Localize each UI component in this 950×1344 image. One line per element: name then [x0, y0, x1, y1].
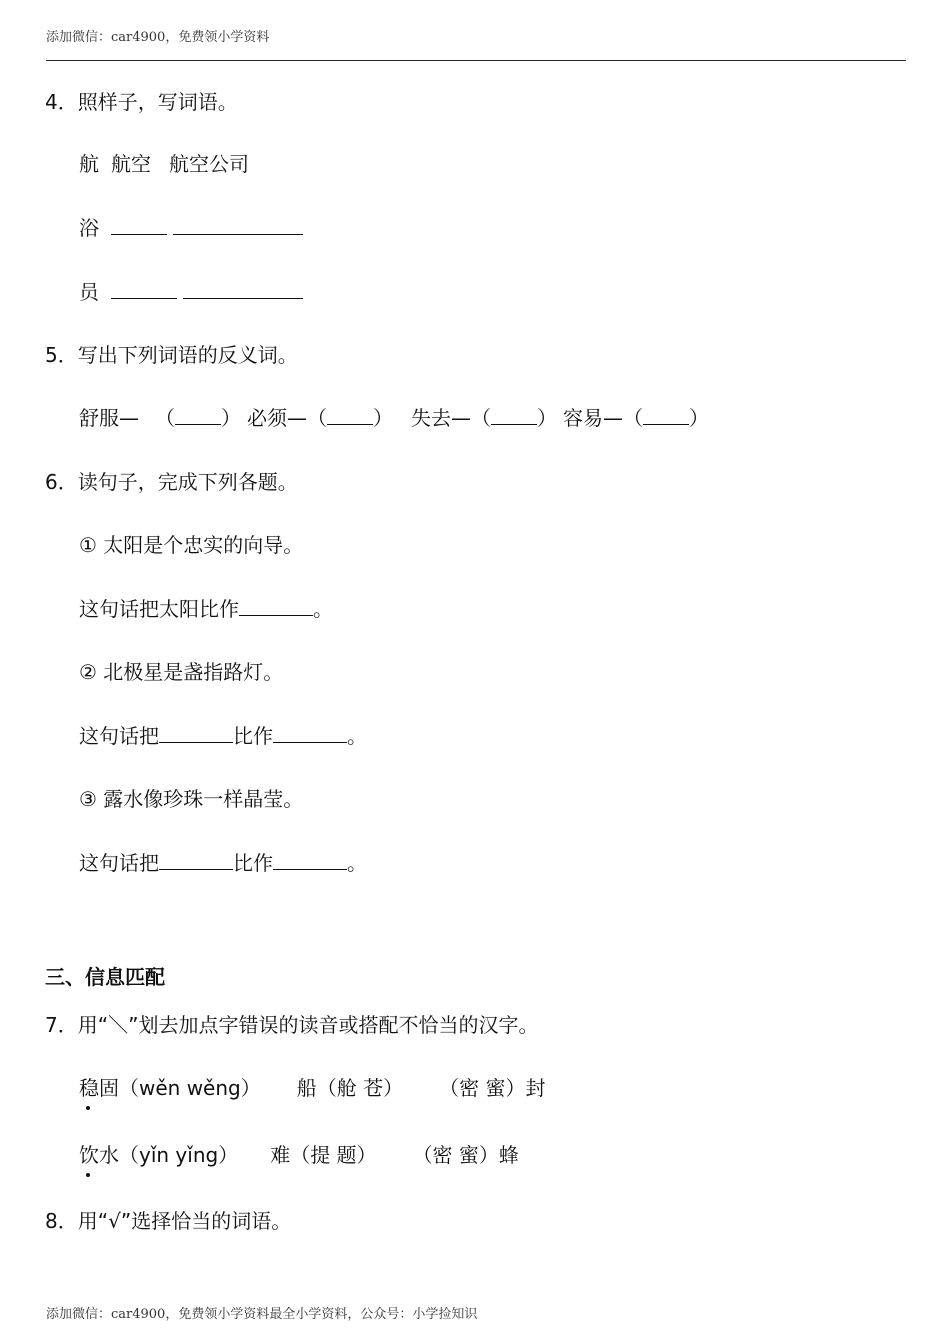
section-title: 三、信息匹配 — [45, 965, 165, 989]
q7-row-2-pinyin[interactable]: 水（yǐn yǐng） — [99, 1143, 239, 1167]
q6-sentence-3: ③ 露水像珍珠一样晶莹。 — [79, 787, 304, 811]
q4-row-1-blank-2[interactable] — [173, 214, 303, 235]
q8-title: 8．用“√”选择恰当的词语。 — [45, 1209, 292, 1233]
q6-sentence-2: ② 北极星是盏指路灯。 — [79, 660, 284, 684]
q7-row-1-pinyin[interactable]: 固（wěn wěng） — [99, 1076, 261, 1100]
q4-row-2 — [79, 278, 303, 306]
q6-answer-3-blank-2[interactable] — [273, 849, 347, 870]
q5-item-4: 容易— — [563, 406, 623, 430]
q4-row-2-blank-2[interactable] — [183, 278, 303, 299]
header-rule — [46, 60, 906, 61]
q5-blank-1[interactable] — [175, 404, 221, 425]
q5-title: 5．写出下列词语的反义词。 — [45, 343, 298, 367]
q4-example-2: 航空 — [111, 152, 151, 176]
q5-paren-open-2: （ — [307, 406, 327, 430]
q6-answer-3-mid: 比作 — [233, 851, 273, 875]
q5-paren-close-2: ） — [373, 406, 393, 430]
q4-row-2-char: 员 — [79, 280, 99, 304]
q4-row-1 — [79, 214, 303, 242]
q5-item-1: 舒服— — [79, 406, 139, 430]
q7-row-2-item-2[interactable]: 难（提 题） — [270, 1143, 377, 1167]
q6-answer-2-post: 。 — [347, 724, 367, 748]
q6-answer-3-pre: 这句话把 — [79, 851, 159, 875]
q6-answer-1 — [79, 595, 333, 623]
q4-example-1: 航 — [79, 152, 99, 176]
q4-example — [79, 150, 249, 178]
q7-row-1 — [79, 1074, 545, 1102]
q5-blank-4[interactable] — [643, 404, 689, 425]
q5-paren-close-4: ） — [689, 406, 709, 430]
q5-item-3: 失去— — [411, 406, 471, 430]
q6-answer-3 — [79, 849, 367, 877]
q7-row-1-item-2[interactable]: 船（舱 苍） — [296, 1076, 404, 1100]
q6-answer-2-mid: 比作 — [233, 724, 273, 748]
q7-row-2-dotted-char: 饮 — [79, 1143, 99, 1167]
q6-title: 6．读句子，完成下列各题。 — [45, 470, 298, 494]
q5-items — [79, 404, 709, 432]
q7-row-2-item-3[interactable]: （密 蜜）蜂 — [412, 1143, 519, 1167]
q6-answer-3-blank-1[interactable] — [159, 849, 233, 870]
q7-row-1-dotted-char: 稳 — [79, 1076, 99, 1100]
q4-example-3: 航空公司 — [169, 152, 249, 176]
q7-title: 7．用“＼”划去加点字错误的读音或搭配不恰当的汉字。 — [45, 1013, 539, 1037]
q4-row-2-blank-1[interactable] — [111, 278, 177, 299]
page-footer: 添加微信：car4900，免费领小学资料最全小学资料，公众号：小学捡知识 — [46, 1307, 478, 1322]
q5-item-2: 必须— — [247, 406, 307, 430]
q5-paren-open-3: （ — [471, 406, 491, 430]
q5-paren-open-4: （ — [623, 406, 643, 430]
q6-answer-1-post: 。 — [313, 597, 333, 621]
q5-paren-open-1: （ — [155, 406, 175, 430]
q4-row-1-blank-1[interactable] — [111, 214, 167, 235]
q5-blank-2[interactable] — [327, 404, 373, 425]
q6-answer-1-pre: 这句话把太阳比作 — [79, 597, 239, 621]
q6-answer-2-blank-2[interactable] — [273, 722, 347, 743]
q6-answer-3-post: 。 — [347, 851, 367, 875]
q4-row-1-char: 浴 — [79, 216, 99, 240]
q5-paren-close-1: ） — [221, 406, 241, 430]
q7-row-2 — [79, 1141, 519, 1169]
page-header: 添加微信：car4900，免费领小学资料 — [46, 30, 270, 45]
q4-title: 4．照样子，写词语。 — [45, 90, 238, 114]
q5-paren-close-3: ） — [537, 406, 557, 430]
q6-answer-2 — [79, 722, 367, 750]
q5-blank-3[interactable] — [491, 404, 537, 425]
q6-answer-1-blank[interactable] — [239, 595, 313, 616]
q7-row-1-item-3[interactable]: （密 蜜）封 — [439, 1076, 546, 1100]
q6-answer-2-blank-1[interactable] — [159, 722, 233, 743]
q6-answer-2-pre: 这句话把 — [79, 724, 159, 748]
q6-sentence-1: ① 太阳是个忠实的向导。 — [79, 533, 304, 557]
